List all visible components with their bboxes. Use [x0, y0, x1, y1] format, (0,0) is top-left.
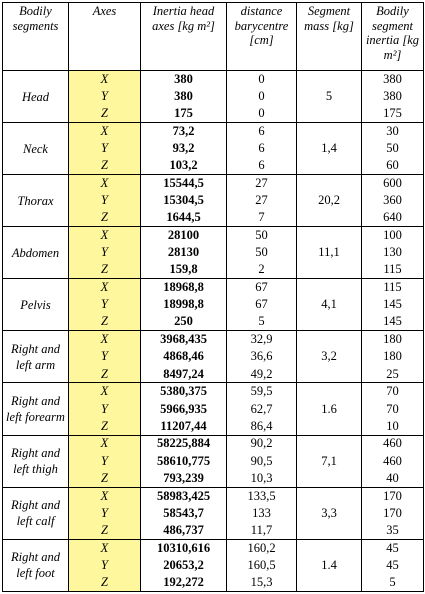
- segment-inertia-cell: 600: [362, 175, 424, 192]
- axis-cell: Y: [69, 296, 141, 313]
- segment-inertia-cell: 170: [362, 487, 424, 504]
- distance-cell: 62,7: [227, 400, 297, 417]
- segment-inertia-cell: 30: [362, 123, 424, 140]
- segment-mass-cell: 3,2: [297, 331, 362, 383]
- inertia-head-axes-cell: 103,2: [141, 157, 227, 174]
- segment-name: Right and left forearm: [3, 383, 69, 435]
- inertia-head-axes-cell: 380: [141, 88, 227, 105]
- inertia-head-axes-cell: 58225,884: [141, 435, 227, 452]
- segment-name: Pelvis: [3, 279, 69, 331]
- axis-cell: Y: [69, 140, 141, 157]
- segment-inertia-cell: 180: [362, 331, 424, 348]
- segment-mass-cell: 5: [297, 71, 362, 123]
- distance-cell: 133: [227, 504, 297, 521]
- axis-cell: Z: [69, 105, 141, 122]
- segment-mass-cell: 7,1: [297, 435, 362, 487]
- axis-cell: Z: [69, 470, 141, 487]
- segment-name: Abdomen: [3, 227, 69, 279]
- table-row: [3, 539, 424, 556]
- inertia-head-axes-cell: 20653,2: [141, 557, 227, 574]
- distance-cell: 0: [227, 71, 297, 88]
- segment-inertia-cell: 460: [362, 452, 424, 469]
- segment-inertia-cell: 115: [362, 261, 424, 278]
- segment-mass-cell: 4,1: [297, 279, 362, 331]
- segment-inertia-cell: 130: [362, 244, 424, 261]
- distance-cell: 36,6: [227, 348, 297, 365]
- table-row: [3, 175, 424, 192]
- axis-cell: Y: [69, 400, 141, 417]
- axis-cell: Y: [69, 244, 141, 261]
- distance-cell: 2: [227, 261, 297, 278]
- segment-mass-cell: 1.4: [297, 539, 362, 591]
- table-row: [3, 383, 424, 400]
- axis-cell: Y: [69, 192, 141, 209]
- axis-cell: Z: [69, 574, 141, 592]
- inertia-head-axes-cell: 93,2: [141, 140, 227, 157]
- header-axes: Axes: [69, 3, 141, 71]
- axis-cell: Y: [69, 504, 141, 521]
- segment-inertia-cell: 380: [362, 71, 424, 88]
- inertia-head-axes-cell: 159,8: [141, 261, 227, 278]
- segment-mass-cell: 1,4: [297, 123, 362, 175]
- inertia-head-axes-cell: 58543,7: [141, 504, 227, 521]
- segment-inertia-cell: 115: [362, 279, 424, 296]
- axis-cell: Z: [69, 157, 141, 174]
- segment-inertia-cell: 5: [362, 574, 424, 592]
- distance-cell: 27: [227, 192, 297, 209]
- distance-cell: 160,2: [227, 539, 297, 556]
- axis-cell: Z: [69, 261, 141, 278]
- axis-cell: Y: [69, 348, 141, 365]
- segment-inertia-cell: 60: [362, 157, 424, 174]
- table-row: [3, 487, 424, 504]
- segment-name: Right and left thigh: [3, 435, 69, 487]
- axis-cell: Z: [69, 418, 141, 435]
- segment-inertia-cell: 360: [362, 192, 424, 209]
- distance-cell: 59,5: [227, 383, 297, 400]
- inertia-head-axes-cell: 5966,935: [141, 400, 227, 417]
- segment-inertia-cell: 45: [362, 539, 424, 556]
- segment-inertia-cell: 100: [362, 227, 424, 244]
- segment-inertia-cell: 380: [362, 88, 424, 105]
- header-distance-barycentre: distance barycentre [cm]: [227, 3, 297, 71]
- inertia-head-axes-cell: 3968,435: [141, 331, 227, 348]
- axis-cell: X: [69, 383, 141, 400]
- segment-name: Right and left arm: [3, 331, 69, 383]
- segment-inertia-cell: 640: [362, 209, 424, 226]
- axis-cell: X: [69, 539, 141, 556]
- segment-inertia-cell: 50: [362, 140, 424, 157]
- inertia-head-axes-cell: 793,239: [141, 470, 227, 487]
- segment-inertia-cell: 70: [362, 383, 424, 400]
- axis-cell: Z: [69, 366, 141, 383]
- segment-inertia-cell: 145: [362, 314, 424, 331]
- segment-inertia-cell: 40: [362, 470, 424, 487]
- segment-mass-cell: 11,1: [297, 227, 362, 279]
- table-row: [3, 123, 424, 140]
- inertia-head-axes-cell: 1644,5: [141, 209, 227, 226]
- segment-mass-cell: 1.6: [297, 383, 362, 435]
- table-row: [3, 331, 424, 348]
- header-segment: Bodily segments: [3, 3, 69, 71]
- axis-cell: X: [69, 331, 141, 348]
- inertia-head-axes-cell: 28100: [141, 227, 227, 244]
- distance-cell: 32,9: [227, 331, 297, 348]
- distance-cell: 90,2: [227, 435, 297, 452]
- segment-inertia-cell: 460: [362, 435, 424, 452]
- axis-cell: X: [69, 175, 141, 192]
- segment-mass-cell: 3,3: [297, 487, 362, 539]
- distance-cell: 11,7: [227, 522, 297, 539]
- segment-inertia-cell: 170: [362, 504, 424, 521]
- distance-cell: 86,4: [227, 418, 297, 435]
- inertia-head-axes-cell: 18998,8: [141, 296, 227, 313]
- inertia-head-axes-cell: 250: [141, 314, 227, 331]
- distance-cell: 5: [227, 314, 297, 331]
- inertia-head-axes-cell: 18968,8: [141, 279, 227, 296]
- segment-name: Head: [3, 71, 69, 123]
- axis-cell: X: [69, 123, 141, 140]
- distance-cell: 27: [227, 175, 297, 192]
- distance-cell: 0: [227, 105, 297, 122]
- header-segment-mass: Segment mass [kg]: [297, 3, 362, 71]
- table-body: [3, 71, 424, 592]
- segment-inertia-cell: 175: [362, 105, 424, 122]
- segment-name: Neck: [3, 123, 69, 175]
- distance-cell: 50: [227, 227, 297, 244]
- inertia-head-axes-cell: 4868,46: [141, 348, 227, 365]
- distance-cell: 7: [227, 209, 297, 226]
- inertia-head-axes-cell: 380: [141, 71, 227, 88]
- axis-cell: Z: [69, 522, 141, 539]
- table-row: [3, 279, 424, 296]
- axis-cell: X: [69, 487, 141, 504]
- segment-inertia-cell: 70: [362, 400, 424, 417]
- inertia-head-axes-cell: 73,2: [141, 123, 227, 140]
- segment-inertia-cell: 10: [362, 418, 424, 435]
- distance-cell: 133,5: [227, 487, 297, 504]
- axis-cell: X: [69, 279, 141, 296]
- segment-name: Thorax: [3, 175, 69, 227]
- segment-inertia-cell: 35: [362, 522, 424, 539]
- axis-cell: Y: [69, 557, 141, 574]
- distance-cell: 6: [227, 157, 297, 174]
- inertia-head-axes-cell: 58610,775: [141, 452, 227, 469]
- segment-inertia-cell: 25: [362, 366, 424, 383]
- distance-cell: 49,2: [227, 366, 297, 383]
- inertia-head-axes-cell: 58983,425: [141, 487, 227, 504]
- header-inertia-head-axes: Inertia head axes [kg m²]: [141, 3, 227, 71]
- header-segment-inertia: Bodily segment inertia [kg m²]: [362, 3, 424, 71]
- axis-cell: Y: [69, 452, 141, 469]
- distance-cell: 67: [227, 279, 297, 296]
- distance-cell: 10,3: [227, 470, 297, 487]
- inertia-head-axes-cell: 486,737: [141, 522, 227, 539]
- segment-inertia-cell: 145: [362, 296, 424, 313]
- distance-cell: 6: [227, 123, 297, 140]
- axis-cell: Z: [69, 209, 141, 226]
- inertia-head-axes-cell: 175: [141, 105, 227, 122]
- distance-cell: 67: [227, 296, 297, 313]
- distance-cell: 0: [227, 88, 297, 105]
- table-row: [3, 435, 424, 452]
- axis-cell: X: [69, 227, 141, 244]
- segment-name: Right and left calf: [3, 487, 69, 539]
- segment-name: Right and left foot: [3, 539, 69, 591]
- distance-cell: 50: [227, 244, 297, 261]
- inertia-head-axes-cell: 192,272: [141, 574, 227, 592]
- segment-inertia-cell: 45: [362, 557, 424, 574]
- axis-cell: X: [69, 435, 141, 452]
- distance-cell: 6: [227, 140, 297, 157]
- inertia-head-axes-cell: 8497,24: [141, 366, 227, 383]
- axis-cell: Z: [69, 314, 141, 331]
- inertia-head-axes-cell: 28130: [141, 244, 227, 261]
- inertia-head-axes-cell: 15544,5: [141, 175, 227, 192]
- inertia-table: [2, 2, 424, 592]
- table-row: [3, 71, 424, 88]
- distance-cell: 15,3: [227, 574, 297, 592]
- segment-mass-cell: 20,2: [297, 175, 362, 227]
- segment-inertia-cell: 180: [362, 348, 424, 365]
- inertia-head-axes-cell: 10310,616: [141, 539, 227, 556]
- distance-cell: 90,5: [227, 452, 297, 469]
- axis-cell: Y: [69, 88, 141, 105]
- inertia-head-axes-cell: 15304,5: [141, 192, 227, 209]
- inertia-head-axes-cell: 11207,44: [141, 418, 227, 435]
- table-row: [3, 227, 424, 244]
- inertia-head-axes-cell: 5380,375: [141, 383, 227, 400]
- distance-cell: 160,5: [227, 557, 297, 574]
- axis-cell: X: [69, 71, 141, 88]
